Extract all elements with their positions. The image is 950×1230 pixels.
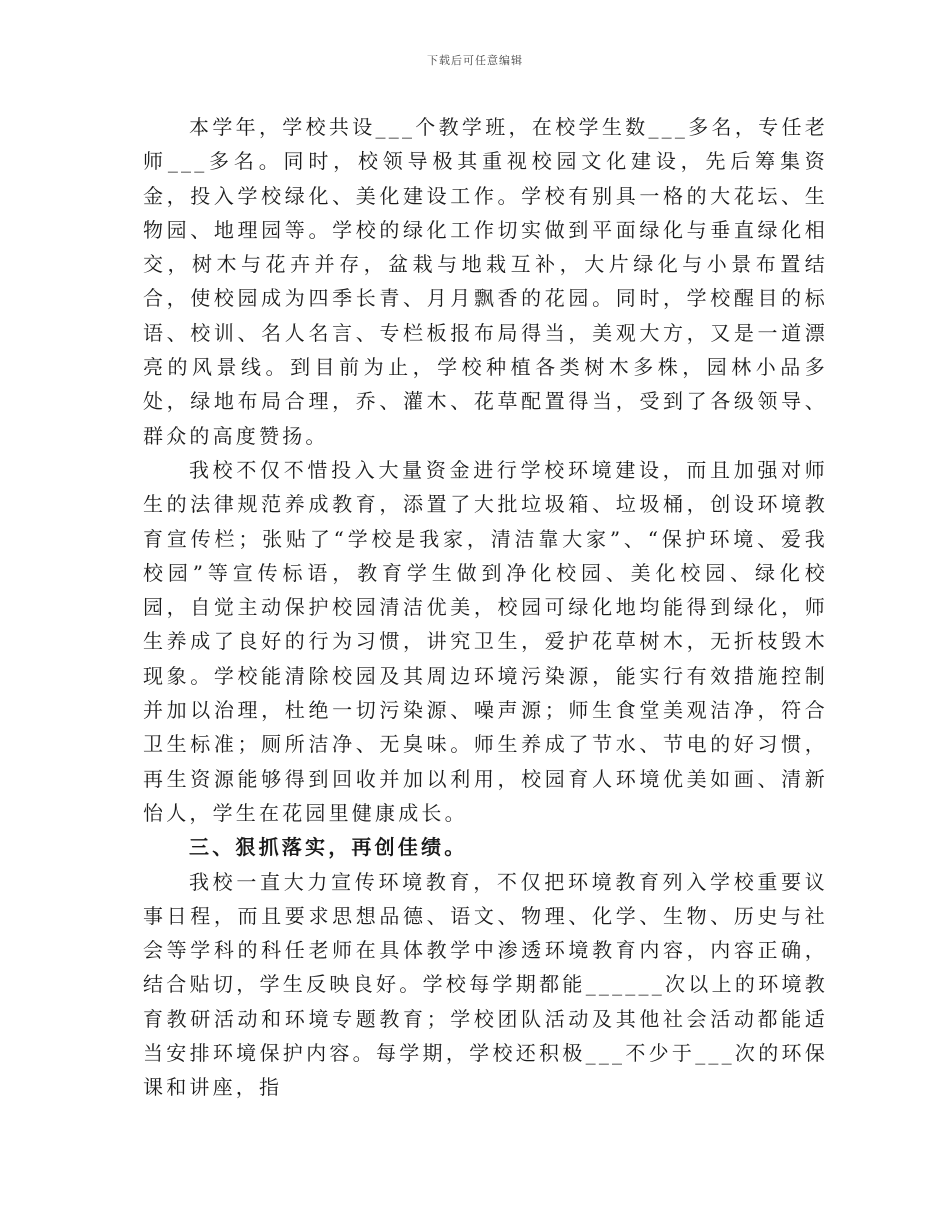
section-3-heading: 三、狠抓落实，再创佳绩。 xyxy=(189,835,468,860)
paragraph-3: 我校一直大力宣传环境教育，不仅把环境教育列入学校重要议事日程，而且要求思想品德、语文、物理、化学、生物、历史与社会等学科的科任老师在具体教学中渗透环境教育内容，内容正确，结合贴切，学生反映良好。学校每学期都能______次以上的环境教育教研活动和环境专题教育；学校团队活动及其他社会活动都能适当安排环境保护内容。每学期，学校还积极___不少于___次的环保课和讲座，指 xyxy=(143,869,828,1100)
document-body xyxy=(143,110,828,1105)
paragraph-1: 本学年，学校共设___个教学班，在校学生数___多名，专任老师___多名。同时，校领导极其重视校园文化建设，先后筹集资金，投入学校绿化、美化建设工作。学校有别具一格的大花坛、生物园、地理园等。学校的绿化工作切实做到平面绿化与垂直绿化相交，树木与花卉并存，盆栽与地栽互补，大片绿化与小景布置结合，使校园成为四季长青、月月飘香的花园。同时，学校醒目的标语、校训、名人名言、专栏板报布局得当，美观大方，又是一道漂亮的风景线。到目前为止，学校种植各类树木多株，园林小品多处，绿地布局合理，乔、灌木、花草配置得当，受到了各级领导、群众的高度赞扬。 xyxy=(143,115,828,448)
page-header: 下载后可任意编辑 xyxy=(427,54,523,67)
paragraph-2: 我校不仅不惜投入大量资金进行学校环境建设，而且加强对师生的法律规范养成教育，添置了大批垃圾箱、垃圾桶，创设环境教育宣传栏；张贴了“学校是我家，清洁靠大家”、“保护环境、爱我校园”等宣传标语，教育学生做到净化校园、美化校园、绿化校园，自觉主动保护校园清洁优美，校园可绿化地均能得到绿化，师生养成了良好的行为习惯，讲究卫生，爱护花草树木，无折枝毁木现象。学校能清除校园及其周边环境污染源，能实行有效措施控制并加以治理，杜绝一切污染源、噪声源；师生食堂美观洁净，符合卫生标准；厕所洁净、无臭味。师生养成了节水、节电的好习惯，再生资源能够得到回收并加以利用，校园育人环境优美如画、清新怡人，学生在花园里健康成长。 xyxy=(143,457,828,825)
